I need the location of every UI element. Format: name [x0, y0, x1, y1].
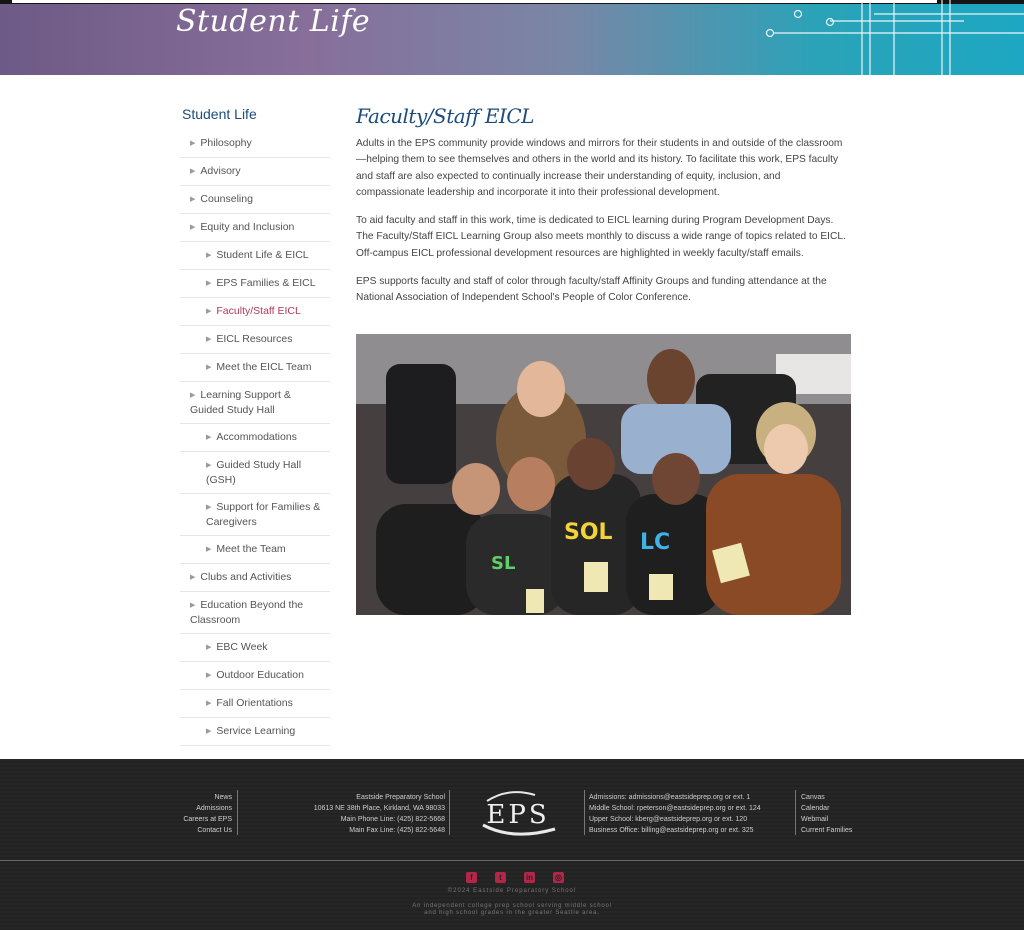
- sidebar-item-label: Learning Support & Guided Study Hall: [190, 389, 291, 416]
- social-links: [466, 872, 564, 883]
- chevron-right-icon: ▶: [190, 392, 196, 399]
- sidebar-item-counseling[interactable]: [180, 186, 330, 214]
- sidebar-item-advisory[interactable]: [180, 158, 330, 186]
- sidebar-item-eicl-resources[interactable]: [180, 326, 330, 354]
- chevron-right-icon: ▶: [206, 336, 212, 343]
- sidebar-item-label: EPS Families & EICL: [216, 277, 316, 289]
- sidebar-heading[interactable]: Student Life: [182, 106, 257, 122]
- chevron-right-icon: ▶: [206, 700, 212, 707]
- copyright: ©2024 Eastside Preparatory School: [447, 888, 577, 894]
- sidebar-item-service-learning[interactable]: [180, 718, 330, 746]
- chevron-right-icon: ▶: [206, 462, 212, 469]
- svg-text:SOL: SOL: [564, 520, 613, 545]
- footer-link-contact-us[interactable]: Contact Us: [197, 827, 232, 834]
- footer-contacts: [589, 792, 789, 836]
- sidebar-item-label: EBC Week: [216, 641, 268, 653]
- footer-divider: [449, 790, 450, 835]
- page-banner: [0, 0, 1024, 75]
- group-photo: [356, 334, 851, 615]
- sidebar-item-label: Accommodations: [216, 431, 297, 443]
- footer-link-canvas[interactable]: Canvas: [801, 794, 825, 801]
- chevron-right-icon: ▶: [206, 672, 212, 679]
- sidebar-item-outdoor-education[interactable]: [180, 662, 330, 690]
- chevron-right-icon: ▶: [206, 728, 212, 735]
- sidebar-item-ebc-week[interactable]: [180, 634, 330, 662]
- sidebar-list: [180, 130, 330, 746]
- sidebar-item-label: Clubs and Activities: [200, 571, 292, 583]
- group-photo-illustration: [356, 334, 851, 615]
- contact-upper-school[interactable]: Upper School: kberg@eastsideprep.org or ext. 120: [589, 816, 748, 823]
- footer-divider: [237, 790, 238, 835]
- chevron-right-icon: ▶: [190, 196, 196, 203]
- chevron-right-icon: ▶: [206, 364, 212, 371]
- sidebar-item-meet-the-team[interactable]: [180, 536, 330, 564]
- contact-business-office[interactable]: Business Office: billing@eastsideprep.org or ext. 325: [589, 827, 754, 834]
- chevron-right-icon: ▶: [190, 574, 196, 581]
- circuit-lines-decoration: [744, 0, 1024, 75]
- school-name: Eastside Preparatory School: [356, 794, 445, 801]
- footer-link-calendar[interactable]: Calendar: [801, 805, 830, 812]
- chevron-right-icon: ▶: [206, 308, 212, 315]
- tagline: An independent college prep school serving middle school and high school grades in the greater Seattle area.: [412, 903, 612, 916]
- main-content: [356, 104, 851, 319]
- sidebar-item-student-life-eicl[interactable]: [180, 242, 330, 270]
- eps-logo-mark: [473, 785, 563, 841]
- footer-rule: [0, 860, 1024, 861]
- contact-middle-school[interactable]: Middle School: rpeterson@eastsideprep.org or ext. 124: [589, 805, 761, 812]
- footer-divider: [795, 790, 796, 835]
- chevron-right-icon: ▶: [190, 602, 196, 609]
- main-phone: Main Phone Line: (425) 822-5668: [340, 816, 445, 823]
- sidebar-item-label: Outdoor Education: [216, 669, 304, 681]
- chevron-right-icon: ▶: [206, 252, 212, 259]
- sidebar-item-accommodations[interactable]: [180, 424, 330, 452]
- svg-text:SL: SL: [491, 553, 516, 574]
- sidebar-item-label: Philosophy: [200, 137, 252, 149]
- sidebar-item-label: Education Beyond the Classroom: [190, 599, 304, 626]
- sidebar-item-label: Meet the Team: [216, 543, 286, 555]
- page-title: Faculty/Staff EICL: [356, 104, 534, 128]
- sidebar-item-label: Equity and Inclusion: [200, 221, 295, 233]
- footer-link-careers-at-eps[interactable]: Careers at EPS: [183, 816, 232, 823]
- sidebar-item-label: Fall Orientations: [216, 697, 293, 709]
- sidebar-item-eps-families-eicl[interactable]: [180, 270, 330, 298]
- sidebar-item-learning-support-guided-study-hall[interactable]: [180, 382, 330, 424]
- chevron-right-icon: ▶: [206, 546, 212, 553]
- sidebar-item-guided-study-hall-gsh[interactable]: [180, 452, 330, 494]
- chevron-right-icon: ▶: [206, 504, 212, 511]
- street-address: 10613 NE 38th Place, Kirkland, WA 98033: [313, 805, 445, 812]
- main-fax: Main Fax Line: (425) 822-5648: [349, 827, 445, 834]
- facebook-icon[interactable]: f: [466, 872, 477, 883]
- footer-link-webmail[interactable]: Webmail: [801, 816, 829, 823]
- chevron-right-icon: ▶: [190, 224, 196, 231]
- footer-address: [285, 792, 445, 836]
- sidebar-item-faculty-staff-eicl[interactable]: [180, 298, 330, 326]
- site-footer: [0, 759, 1024, 930]
- footer-link-admissions[interactable]: Admissions: [196, 805, 232, 812]
- chevron-right-icon: ▶: [206, 644, 212, 651]
- sidebar-item-fall-orientations[interactable]: [180, 690, 330, 718]
- sidebar-item-label: Counseling: [200, 193, 253, 205]
- footer-divider: [584, 790, 585, 835]
- paragraph-1: Adults in the EPS community provide windows and mirrors for their students in and outside of the classroom—helping them to see themselves and others in the world and its history. To facilitate this work, EPS faculty and staff are also expected to continually increase their understanding of equity, inclusion, and compassionate leadership and incorporate it into their professional development.: [356, 138, 843, 198]
- sidebar-item-label: Faculty/Staff EICL: [216, 305, 301, 317]
- paragraph-2: To aid faculty and staff in this work, time is dedicated to EICL learning during Program Development Days. The Faculty/Staff EICL Learning Group also meets monthly to discuss a wide range of topics related to EICL. Off-campus EICL professional development resources are highlighted in weekly faculty/staff emails.: [356, 215, 846, 259]
- sidebar-item-clubs-and-activities[interactable]: [180, 564, 330, 592]
- svg-text:LC: LC: [640, 530, 671, 555]
- linkedin-icon[interactable]: in: [525, 873, 534, 882]
- twitter-icon[interactable]: t: [495, 872, 506, 883]
- paragraph-3: EPS supports faculty and staff of color through faculty/staff Affinity Groups and funding attendance at the National Association of Independent School's People of Color Conference.: [356, 276, 827, 304]
- sidebar-item-education-beyond-the-classroom[interactable]: [180, 592, 330, 634]
- sidebar-item-equity-and-inclusion[interactable]: [180, 214, 330, 242]
- sidebar-item-meet-the-eicl-team[interactable]: [180, 354, 330, 382]
- sidebar-item-label: Service Learning: [216, 725, 296, 737]
- eps-logo[interactable]: [473, 785, 563, 841]
- sidebar-item-label: Advisory: [200, 165, 241, 177]
- sidebar-item-label: Support for Families & Caregivers: [206, 501, 321, 528]
- sidebar-item-philosophy[interactable]: [180, 130, 330, 158]
- footer-link-current-families[interactable]: Current Families: [801, 827, 853, 834]
- footer-links-right: [801, 792, 881, 836]
- banner-title: Student Life: [176, 4, 371, 39]
- chevron-right-icon: ▶: [206, 280, 212, 287]
- footer-links-left: [150, 792, 232, 836]
- sidebar-item-label: Student Life & EICL: [216, 249, 309, 261]
- chevron-right-icon: ▶: [190, 140, 196, 147]
- sidebar-item-support-for-families-caregivers[interactable]: [180, 494, 330, 536]
- sidebar-item-label: Meet the EICL Team: [216, 361, 312, 373]
- sidebar-item-label: Guided Study Hall (GSH): [206, 459, 302, 486]
- chevron-right-icon: ▶: [190, 168, 196, 175]
- footer-link-news[interactable]: News: [214, 794, 232, 801]
- chevron-right-icon: ▶: [206, 434, 212, 441]
- logo-text: EPS: [486, 800, 550, 830]
- sidebar-item-label: EICL Resources: [216, 333, 293, 345]
- contact-admissions[interactable]: Admissions: admissions@eastsideprep.org or ext. 1: [589, 794, 751, 801]
- sidebar-nav: [180, 100, 330, 746]
- instagram-icon[interactable]: ◎: [553, 872, 564, 883]
